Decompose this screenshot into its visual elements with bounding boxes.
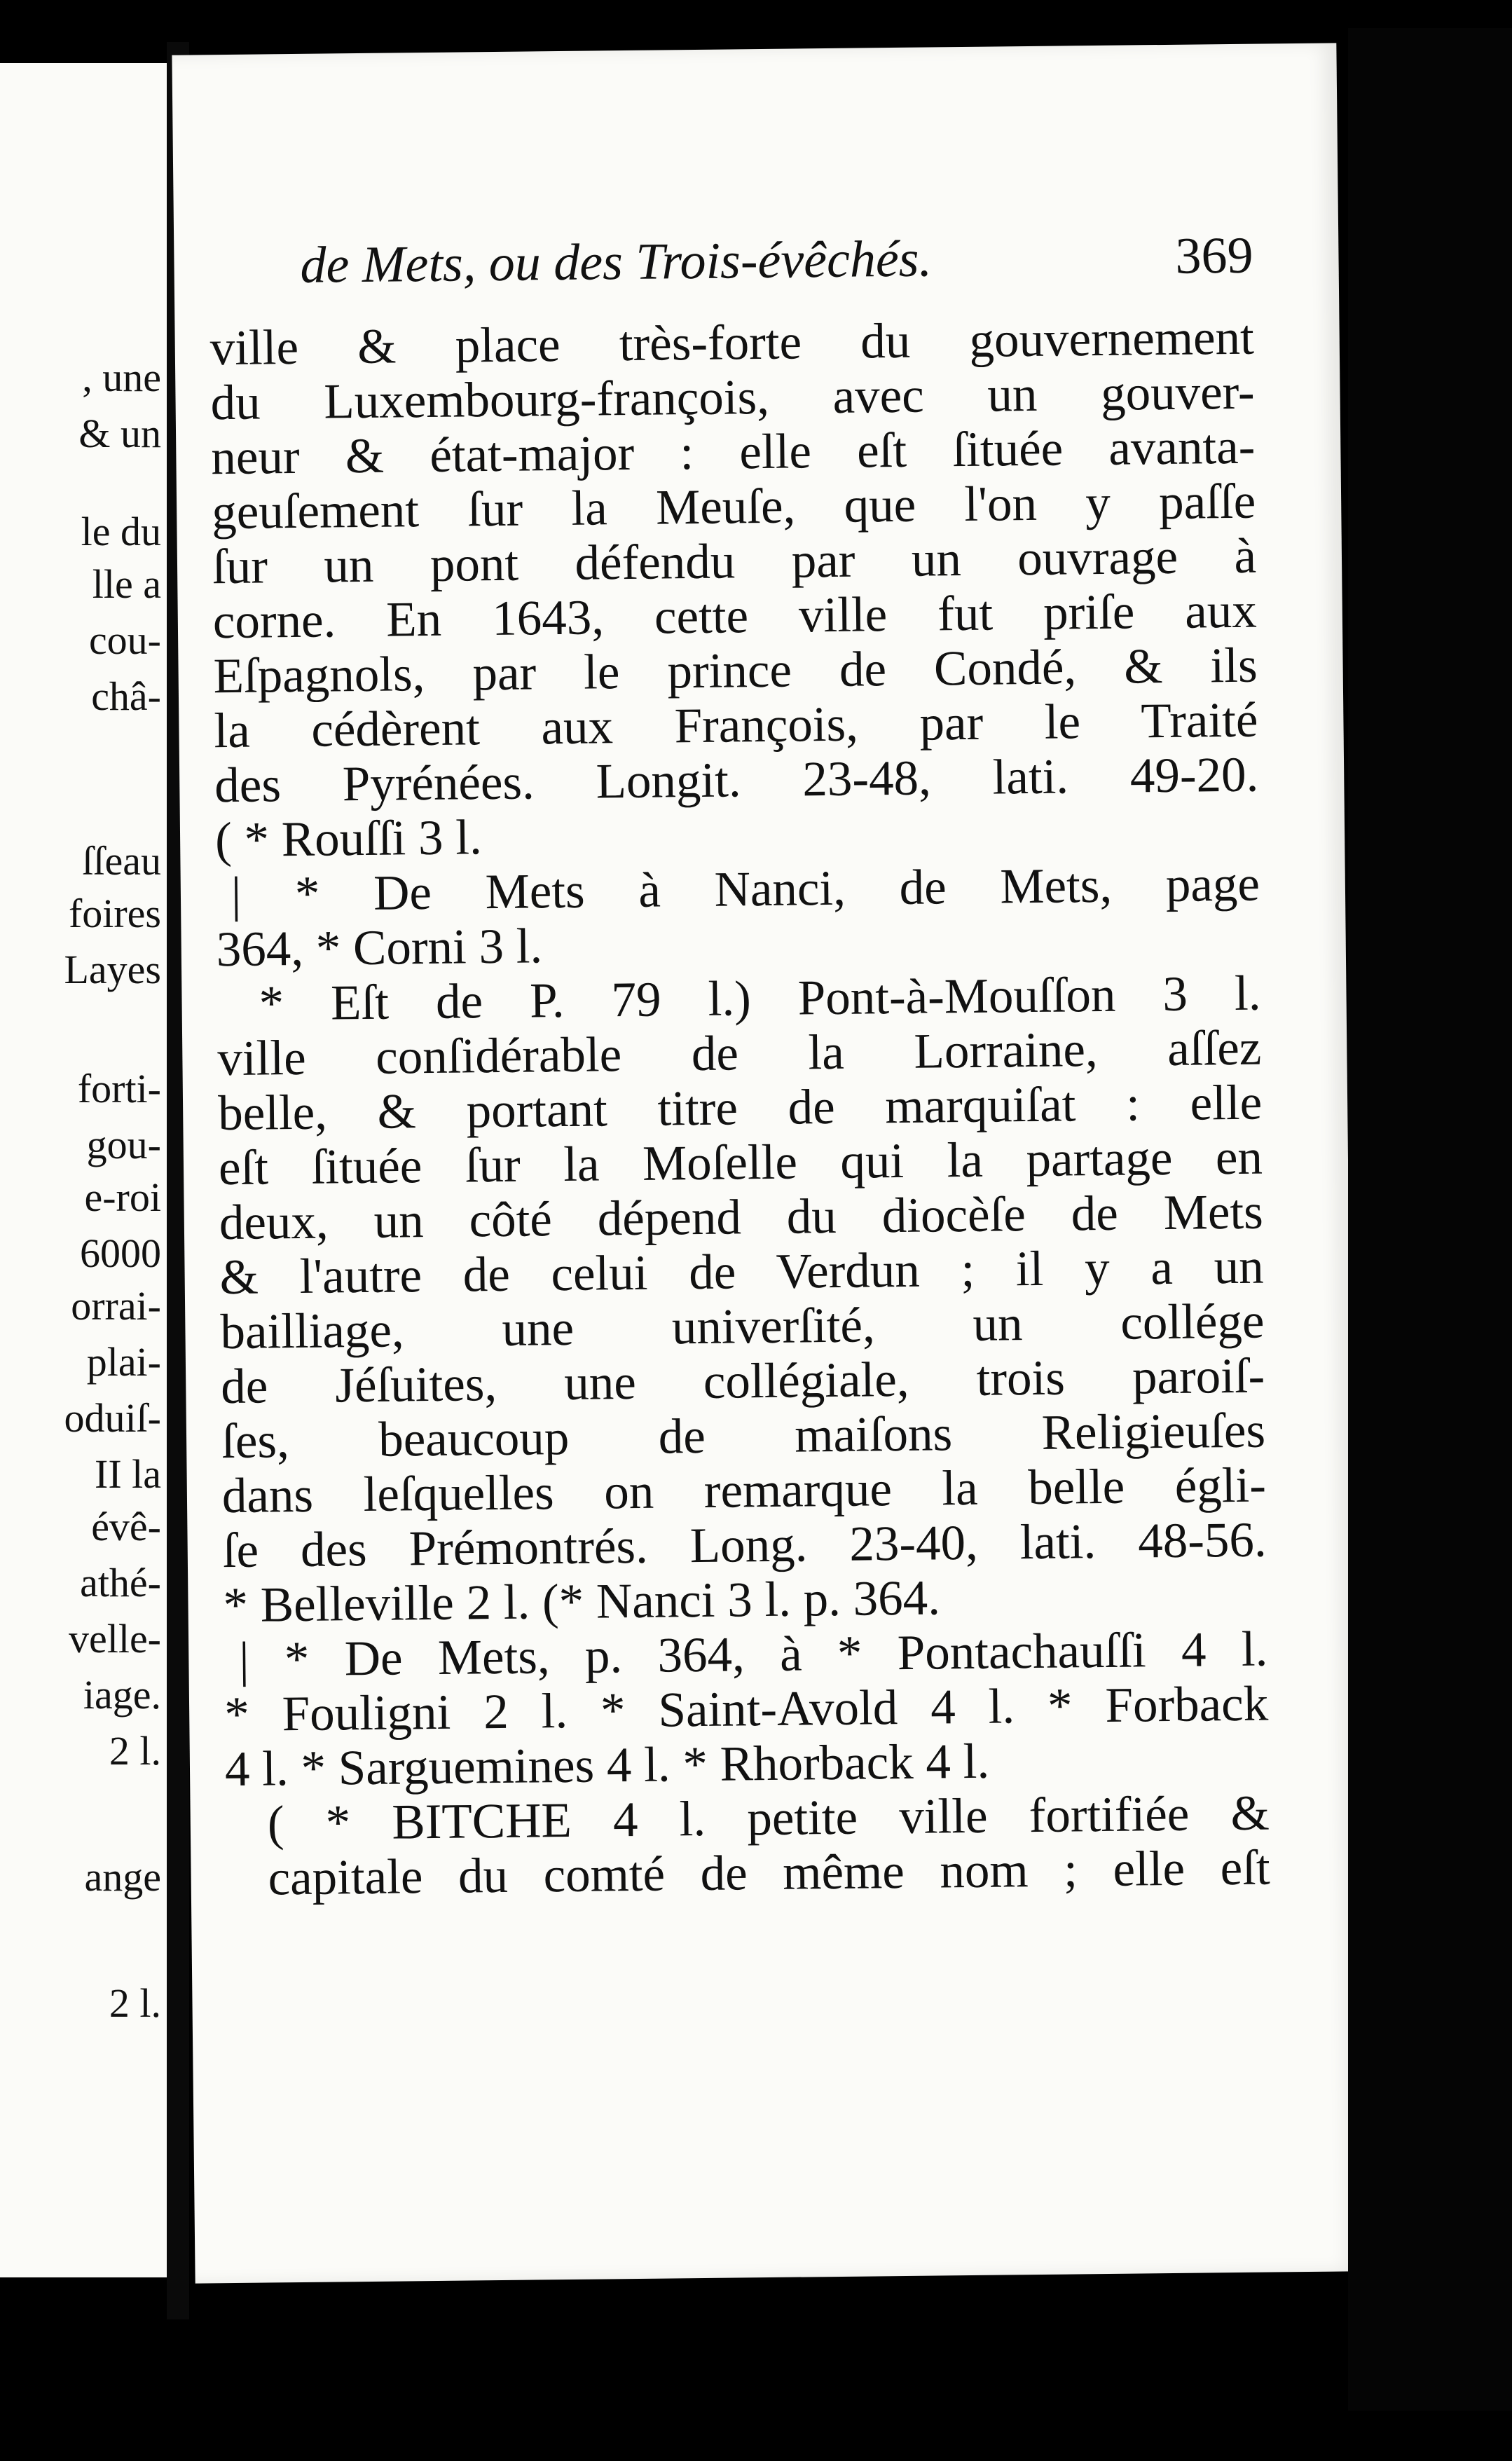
text-line: * Belleville 2 l. (* Nanci 3 l. p. 364. (223, 1570, 941, 1633)
left-line: oduiſ- (64, 1395, 161, 1441)
text-line: | * De Mets à Nanci, de Mets, page (231, 856, 1260, 922)
text-line: corne. En 1643, cette ville fut priſe aux (212, 583, 1258, 650)
left-line: gou- (86, 1122, 161, 1167)
left-line: orrai- (71, 1283, 161, 1329)
text-line: du Luxembourg-françois, avec un gouver- (210, 364, 1255, 431)
text-line: ſe des Prémontrés. Long. 23-40, lati. 48-56. (222, 1512, 1267, 1579)
text-line: ſur un pont défendu par un ouvrage à (212, 528, 1257, 595)
left-line: e-roi (84, 1174, 161, 1220)
left-page-fragment (0, 63, 170, 2277)
body-text (209, 310, 1270, 1906)
text-line: * Eſt de P. 79 l.) Pont-à-Mouſſon 3 l. (259, 966, 1261, 1031)
text-line: des Pyrénées. Longit. 23-48, lati. 49-20. (214, 747, 1259, 814)
left-line: velle- (68, 1616, 161, 1661)
text-line: ſes, beaucoup de maiſons Religieuſes (221, 1403, 1266, 1469)
running-header (300, 226, 1253, 294)
text-line: capitale du comté de même nom ; elle eſt (268, 1840, 1270, 1906)
text-line: | * De Mets, p. 364, à * Pontachauſſi 4 l. (238, 1622, 1268, 1687)
left-line: & un (78, 411, 161, 456)
text-line: ville conſidérable de la Lorraine, aſſez (217, 1020, 1262, 1087)
text-line: dans leſquelles on remarque la belle égli- (221, 1458, 1267, 1524)
left-line: 2 l. (109, 1728, 161, 1774)
left-line: châ- (91, 673, 161, 719)
left-line: 2 l. (109, 1980, 161, 2026)
left-line: , une (82, 355, 161, 400)
right-page (172, 43, 1359, 2283)
text-line: Eſpagnols, par le prince de Condé, & ils (213, 638, 1258, 704)
left-line: cou- (88, 617, 161, 663)
left-line: ange (84, 1854, 161, 1900)
page-number: 369 (1175, 226, 1253, 285)
text-line: de Jéſuites, une collégiale, trois paroiſ- (220, 1348, 1265, 1415)
text-line: bailliage, une univerſité, un collége (220, 1294, 1265, 1360)
text-line: ( * BITCHE 4 l. petite ville fortifiée & (267, 1785, 1270, 1851)
text-line: la cédèrent aux François, par le Traité (214, 692, 1258, 759)
left-line: foires (68, 891, 161, 936)
left-line: athé- (80, 1560, 161, 1605)
text-line: geuſement ſur la Meuſe, que l'on y paſſe (211, 474, 1256, 540)
header-title: de Mets, ou des Trois-évêchés. (300, 230, 933, 294)
left-line: 6000 (80, 1230, 161, 1276)
text-line: neur & état-major : elle eſt ſituée avanta- (211, 419, 1256, 486)
text-line: 4 l. * Sarguemines 4 l. * Rhorback 4 l. (224, 1734, 990, 1797)
left-line: évê- (91, 1504, 161, 1549)
text-line: & l'autre de celui de Verdun ; il y a un (219, 1239, 1264, 1305)
left-line: iage. (83, 1672, 161, 1718)
book-right-edge (1348, 28, 1512, 2411)
left-line: le du (81, 509, 161, 554)
text-line: ville & place très-forte du gouvernement (209, 310, 1255, 376)
left-line: lle a (92, 561, 161, 607)
left-line: Layes (64, 947, 161, 992)
left-line: forti- (77, 1066, 161, 1111)
text-line: belle, & portant titre de marquiſat : elle (217, 1075, 1263, 1142)
left-line: II la (95, 1451, 161, 1497)
text-line: ( * Rouſſi 3 l. (214, 810, 483, 868)
text-line: eſt ſituée ſur la Moſelle qui la partage en (218, 1130, 1263, 1196)
text-line: deux, un côté dépend du diocèſe de Mets (219, 1184, 1264, 1251)
text-line: * Fouligni 2 l. * Saint-Avold 4 l. * Forback (224, 1676, 1269, 1743)
left-line: plai- (86, 1339, 161, 1385)
text-line: 364, * Corni 3 l. (216, 919, 543, 978)
left-line: ſſeau (82, 838, 161, 884)
